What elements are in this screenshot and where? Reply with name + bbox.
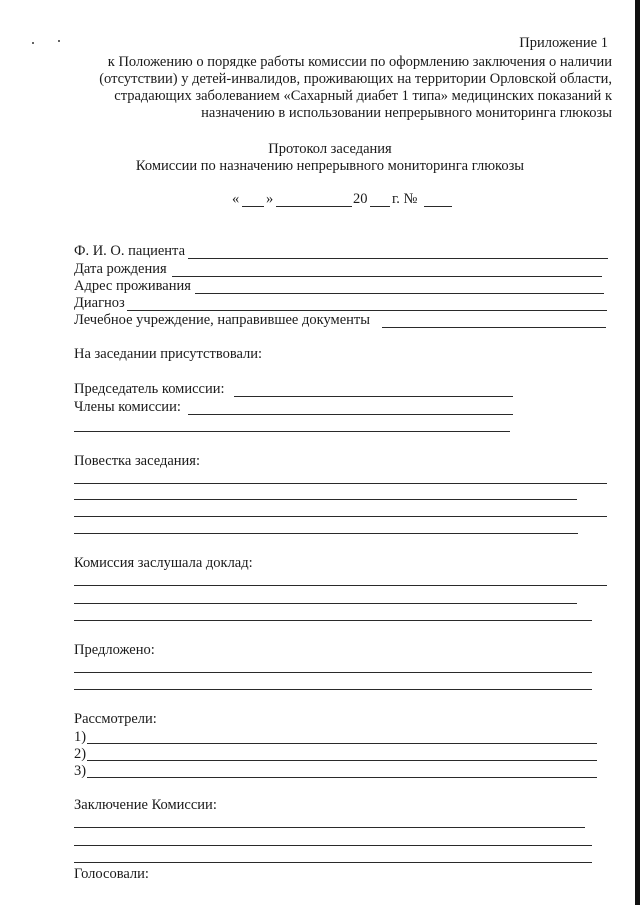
number-label: г. № (392, 191, 418, 207)
conclusion-heading: Заключение Комиссии: (74, 797, 217, 813)
date-line (232, 191, 472, 209)
report-line[interactable] (74, 620, 592, 621)
birth-date-field[interactable] (172, 276, 602, 277)
birth-date-label: Дата рождения (74, 261, 167, 277)
reference-line: страдающих заболеванием «Сахарный диабет 1 типа» медицинских показаний к (114, 88, 612, 104)
considered-item-number: 3) (74, 763, 87, 779)
diagnosis-field[interactable] (127, 310, 607, 311)
scan-speck (58, 40, 60, 42)
considered-item-field[interactable] (87, 743, 597, 744)
considered-item-field[interactable] (87, 760, 597, 761)
agenda-heading: Повестка заседания: (74, 453, 200, 469)
chair-label: Председатель комиссии: (74, 381, 225, 397)
report-line[interactable] (74, 603, 577, 604)
open-quote: « (232, 191, 240, 207)
document-subtitle: Комиссии по назначению непрерывного мониторинга глюкозы (135, 158, 525, 174)
report-heading: Комиссия заслушала доклад: (74, 555, 253, 571)
conclusion-line[interactable] (74, 827, 585, 828)
members-label: Члены комиссии: (74, 399, 181, 415)
reference-line: (отсутствии) у детей-инвалидов, проживающих на территории Орловской области, (99, 71, 612, 87)
scan-edge (635, 0, 640, 905)
number-blank[interactable] (424, 206, 452, 207)
members-field[interactable] (188, 414, 513, 415)
year-blank[interactable] (370, 206, 390, 207)
diagnosis-label: Диагноз (74, 295, 125, 311)
agenda-line[interactable] (74, 516, 607, 517)
address-field[interactable] (195, 293, 604, 294)
proposed-line[interactable] (74, 672, 592, 673)
considered-item-number: 1) (74, 729, 87, 745)
agenda-line[interactable] (74, 499, 577, 500)
conclusion-line[interactable] (74, 845, 592, 846)
scan-speck (32, 42, 34, 44)
close-quote: » (266, 191, 274, 207)
attendance-heading: На заседании присутствовали: (74, 346, 263, 362)
patient-name-label: Ф. И. О. пациента (74, 243, 186, 259)
day-blank[interactable] (242, 206, 264, 207)
reference-line: назначению в использовании непрерывного мониторинга глюкозы (201, 105, 612, 121)
month-blank[interactable] (276, 206, 352, 207)
appendix-label: Приложение 1 (519, 35, 608, 51)
year-prefix: 20 (353, 191, 368, 207)
considered-item-field[interactable] (87, 777, 597, 778)
agenda-line[interactable] (74, 533, 578, 534)
proposed-line[interactable] (74, 689, 592, 690)
members-field[interactable] (74, 431, 510, 432)
considered-heading: Рассмотрели: (74, 711, 157, 727)
reference-line: к Положению о порядке работы комиссии по оформлению заключения о наличии (107, 54, 612, 70)
voted-heading: Голосовали: (74, 866, 149, 882)
institution-field[interactable] (382, 327, 606, 328)
institution-label: Лечебное учреждение, направившее документы (74, 312, 370, 328)
patient-name-field[interactable] (188, 258, 608, 259)
conclusion-line[interactable] (74, 862, 592, 863)
document-title: Протокол заседания (268, 141, 392, 157)
considered-item-number: 2) (74, 746, 87, 762)
address-label: Адрес проживания (74, 278, 191, 294)
chair-field[interactable] (234, 396, 513, 397)
agenda-line[interactable] (74, 483, 607, 484)
proposed-heading: Предложено: (74, 642, 155, 658)
report-line[interactable] (74, 585, 607, 586)
